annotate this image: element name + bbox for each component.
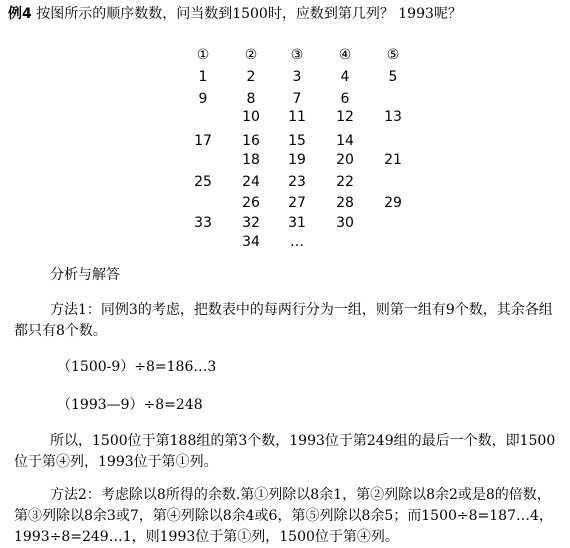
grid-cell: 23	[288, 174, 306, 190]
grid-cell: 8	[246, 91, 256, 107]
grid-cell: 32	[242, 215, 260, 231]
grid-cell: 20	[336, 152, 354, 168]
grid-cell: 19	[288, 152, 306, 168]
column-header-4: ④	[338, 47, 352, 63]
column-header-5: ⑤	[386, 47, 400, 63]
problem-title	[8, 5, 462, 23]
grid-cell: 15	[288, 133, 306, 149]
grid-cell: 21	[384, 152, 402, 168]
conclusion-paragraph: 所以，1500位于第188组的第3个数，1993位于第249组的最后一个数，即1500位于第④列，1993位于第①列。	[14, 433, 556, 470]
grid-cell: 6	[340, 91, 350, 107]
grid-cell: …	[290, 234, 304, 250]
grid-cell: 34	[242, 234, 260, 250]
grid-cell: 1	[198, 69, 208, 85]
grid-cell: 7	[292, 91, 302, 107]
grid-cell: 13	[384, 109, 402, 125]
grid-cell: 27	[288, 195, 306, 211]
grid-cell: 29	[384, 195, 402, 211]
problem-statement: 按图所示的顺序数数，问当数到1500时，应数到第几列？ 1993呢？	[31, 6, 462, 22]
analysis-heading: 分析与解答	[50, 267, 120, 283]
grid-cell: 31	[288, 215, 306, 231]
grid-cell: 14	[336, 133, 354, 149]
formula-1: （1500-9）÷8=186…3	[57, 359, 217, 375]
grid-cell: 22	[336, 174, 354, 190]
method-2-paragraph: 方法2：考虑除以8所得的余数.第①列除以8余1，第②列除以8余2或是8的倍数，第③列除以8余3或7，第④列除以8余4或6，第⑤列除以8余5；而1500÷8=187…4，1993÷8=249…1，则1993位于第①列，1500位于第④列。	[14, 487, 553, 545]
column-header-1: ①	[196, 47, 210, 63]
grid-cell: 3	[292, 69, 302, 85]
grid-cell: 25	[194, 174, 212, 190]
grid-cell: 28	[336, 195, 354, 211]
grid-cell: 18	[242, 152, 260, 168]
grid-cell: 26	[242, 195, 260, 211]
grid-cell: 4	[340, 69, 350, 85]
grid-cell: 30	[336, 215, 354, 231]
example-label: 例4	[8, 6, 32, 22]
grid-cell: 5	[388, 69, 398, 85]
grid-cell: 24	[242, 174, 260, 190]
method-1-paragraph: 方法1：同例3的考虑，把数表中的每两行分为一组，则第一组有9个数，其余各组都只有8个数。	[14, 302, 553, 339]
column-header-2: ②	[244, 47, 258, 63]
grid-cell: 16	[242, 133, 260, 149]
column-header-3: ③	[290, 47, 304, 63]
grid-cell: 33	[194, 215, 212, 231]
grid-cell: 12	[336, 109, 354, 125]
formula-2: （1993—9）÷8=248	[57, 397, 203, 413]
grid-cell: 2	[246, 69, 256, 85]
grid-cell: 10	[242, 109, 260, 125]
grid-cell: 17	[194, 133, 212, 149]
grid-cell: 9	[198, 91, 208, 107]
grid-cell: 11	[288, 109, 306, 125]
